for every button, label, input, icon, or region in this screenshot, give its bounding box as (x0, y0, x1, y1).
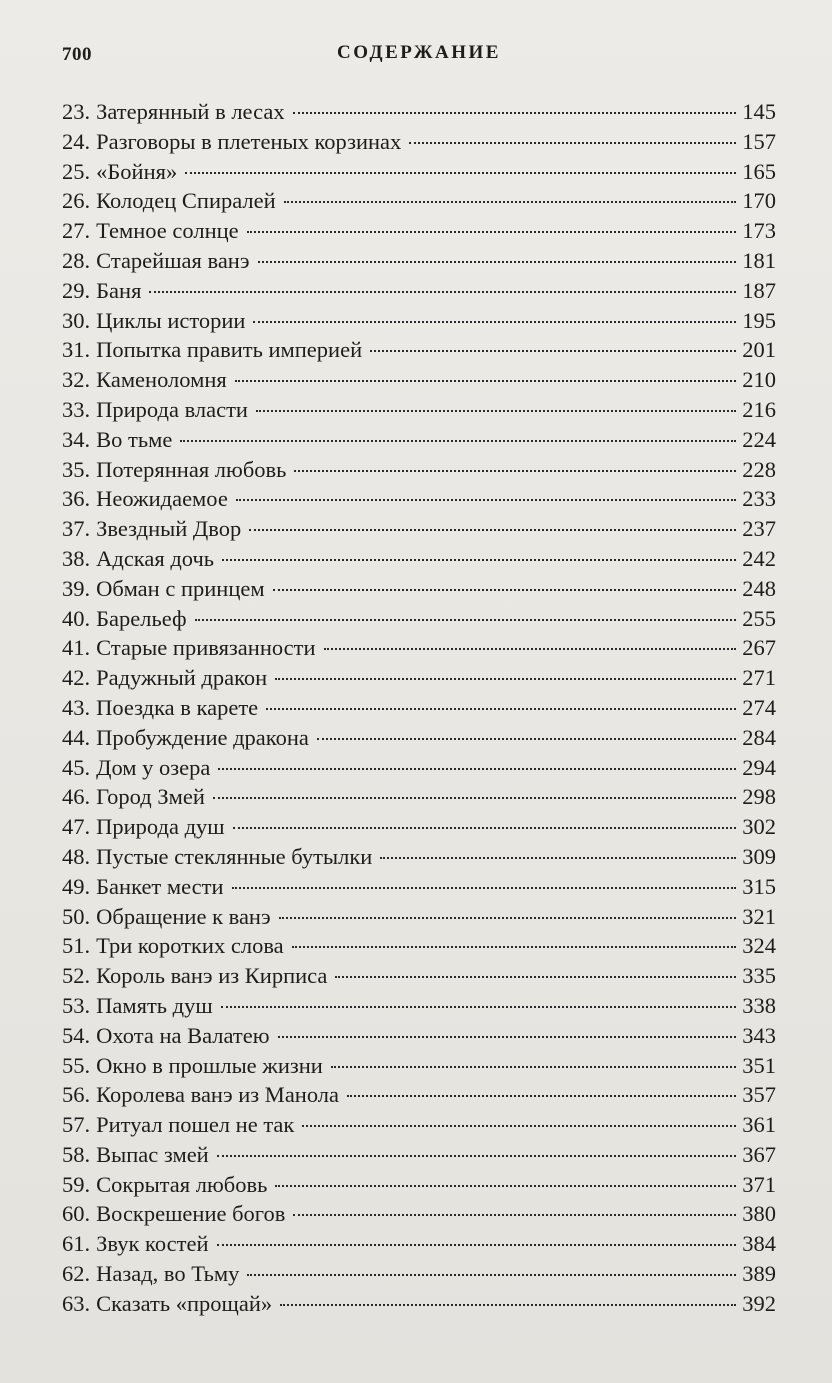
chapter-title: Природа душ (96, 814, 225, 840)
chapter-page-number: 157 (742, 128, 776, 154)
chapter-title: Адская дочь (96, 545, 215, 571)
dot-leader (236, 499, 736, 501)
toc-entry (62, 484, 776, 514)
chapter-page-number: 255 (742, 605, 776, 631)
toc-entry (62, 1110, 776, 1140)
chapter-title: Старейшая ванэ (96, 247, 250, 273)
chapter-number: 49. (62, 873, 91, 899)
chapter-title: Поездка в карете (96, 694, 259, 720)
dot-leader (275, 1185, 736, 1187)
dot-leader (232, 887, 737, 889)
chapter-number: 47. (62, 814, 91, 840)
toc-entry (62, 782, 776, 812)
chapter-page-number: 302 (742, 814, 776, 840)
dot-leader (149, 291, 736, 293)
dot-leader (249, 529, 736, 531)
chapter-number: 61. (62, 1231, 91, 1257)
dot-leader (317, 738, 736, 740)
chapter-number: 53. (62, 992, 91, 1018)
chapter-number: 43. (62, 694, 91, 720)
chapter-number: 46. (62, 784, 91, 810)
chapter-number: 32. (62, 367, 91, 393)
toc-entry (62, 514, 776, 544)
chapter-page-number: 216 (742, 396, 776, 422)
chapter-number: 63. (62, 1290, 91, 1316)
toc-entry (62, 276, 776, 306)
chapter-title: Сказать «прощай» (96, 1290, 273, 1316)
dot-leader (256, 410, 736, 412)
table-of-contents (62, 97, 776, 1319)
dot-leader (217, 1244, 737, 1246)
chapter-title: Обман с принцем (96, 575, 265, 601)
chapter-number: 37. (62, 516, 91, 542)
chapter-title: Циклы истории (96, 307, 246, 333)
chapter-page-number: 274 (742, 694, 776, 720)
chapter-page-number: 389 (742, 1261, 776, 1287)
chapter-page-number: 367 (742, 1141, 776, 1167)
chapter-title: Город Змей (96, 784, 205, 810)
running-title: СОДЕРЖАНИЕ (337, 42, 501, 63)
chapter-page-number: 228 (742, 456, 776, 482)
chapter-page-number: 361 (742, 1112, 776, 1138)
chapter-page-number: 380 (742, 1201, 776, 1227)
dot-leader (233, 827, 737, 829)
chapter-title: Воскрешение богов (96, 1201, 286, 1227)
toc-entry (62, 1051, 776, 1081)
chapter-number: 54. (62, 1022, 91, 1048)
dot-leader (247, 1274, 736, 1276)
chapter-page-number: 237 (742, 516, 776, 542)
chapter-title: Колодец Спиралей (96, 188, 276, 214)
toc-entry (62, 1229, 776, 1259)
toc-entry (62, 216, 776, 246)
chapter-title: Старые привязанности (96, 635, 316, 661)
chapter-number: 59. (62, 1171, 91, 1197)
chapter-page-number: 165 (742, 158, 776, 184)
chapter-number: 31. (62, 337, 91, 363)
dot-leader (253, 321, 736, 323)
chapter-page-number: 294 (742, 754, 776, 780)
chapter-page-number: 343 (742, 1022, 776, 1048)
chapter-number: 30. (62, 307, 91, 333)
toc-entry (62, 97, 776, 127)
toc-entry (62, 1289, 776, 1319)
chapter-number: 28. (62, 247, 91, 273)
chapter-page-number: 248 (742, 575, 776, 601)
dot-leader (217, 1155, 737, 1157)
toc-entry (62, 455, 776, 485)
chapter-page-number: 145 (742, 99, 776, 124)
dot-leader (293, 1214, 736, 1216)
chapter-title: Ритуал пошел не так (96, 1112, 295, 1138)
chapter-title: Барельеф (96, 605, 187, 631)
chapter-number: 51. (62, 933, 91, 959)
chapter-title: Природа власти (96, 396, 248, 422)
chapter-title: Дом у озера (96, 754, 211, 780)
chapter-number: 36. (62, 486, 91, 512)
chapter-title: Пробуждение дракона (96, 724, 309, 750)
toc-entry (62, 1170, 776, 1200)
chapter-number: 29. (62, 277, 91, 303)
chapter-number: 42. (62, 665, 91, 691)
chapter-page-number: 284 (742, 724, 776, 750)
chapter-page-number: 224 (742, 426, 776, 452)
chapter-number: 50. (62, 903, 91, 929)
chapter-number: 56. (62, 1082, 91, 1108)
chapter-number: 62. (62, 1261, 91, 1287)
dot-leader (347, 1095, 736, 1097)
toc-entry (62, 246, 776, 276)
chapter-number: 24. (62, 128, 91, 154)
chapter-title: Три коротких слова (96, 933, 284, 959)
toc-entry (62, 186, 776, 216)
chapter-page-number: 271 (742, 665, 776, 691)
chapter-number: 44. (62, 724, 91, 750)
chapter-number: 45. (62, 754, 91, 780)
toc-entry (62, 306, 776, 336)
chapter-number: 52. (62, 963, 91, 989)
dot-leader (293, 112, 737, 114)
dot-leader (278, 1036, 737, 1038)
chapter-page-number: 181 (742, 247, 776, 273)
toc-entry (62, 1259, 776, 1289)
chapter-title: Во тьме (96, 426, 173, 452)
dot-leader (235, 380, 737, 382)
chapter-number: 41. (62, 635, 91, 661)
chapter-title: Разговоры в плетеных корзинах (96, 128, 402, 154)
toc-entry (62, 693, 776, 723)
chapter-number: 23. (62, 99, 91, 124)
dot-leader (284, 201, 737, 203)
chapter-number: 26. (62, 188, 91, 214)
chapter-page-number: 233 (742, 486, 776, 512)
page-header (62, 40, 776, 70)
dot-leader (324, 648, 737, 650)
chapter-number: 35. (62, 456, 91, 482)
dot-leader (409, 142, 736, 144)
chapter-page-number: 309 (742, 843, 776, 869)
chapter-title: Попытка править империей (96, 337, 363, 363)
chapter-title: Пустые стеклянные бутылки (96, 843, 373, 869)
dot-leader (266, 708, 736, 710)
chapter-title: Радужный дракон (96, 665, 268, 691)
dot-leader (280, 1304, 736, 1306)
chapter-page-number: 351 (742, 1052, 776, 1078)
chapter-title: Затерянный в лесах (96, 99, 285, 124)
chapter-number: 27. (62, 218, 91, 244)
chapter-page-number: 170 (742, 188, 776, 214)
dot-leader (185, 172, 736, 174)
dot-leader (180, 440, 736, 442)
toc-entry (62, 842, 776, 872)
chapter-page-number: 392 (742, 1290, 776, 1316)
toc-entry (62, 633, 776, 663)
chapter-title: Каменоломня (96, 367, 227, 393)
toc-entry (62, 574, 776, 604)
toc-entry (62, 335, 776, 365)
dot-leader (218, 768, 736, 770)
dot-leader (221, 1006, 737, 1008)
chapter-page-number: 195 (742, 307, 776, 333)
chapter-title: Память душ (96, 992, 213, 1018)
toc-entry (62, 872, 776, 902)
toc-entry (62, 544, 776, 574)
chapter-number: 33. (62, 396, 91, 422)
dot-leader (222, 559, 736, 561)
chapter-number: 58. (62, 1141, 91, 1167)
chapter-page-number: 357 (742, 1082, 776, 1108)
toc-entry (62, 1140, 776, 1170)
toc-entry (62, 425, 776, 455)
toc-entry (62, 1080, 776, 1110)
dot-leader (279, 917, 737, 919)
chapter-number: 39. (62, 575, 91, 601)
chapter-title: Баня (96, 277, 142, 303)
chapter-title: Окно в прошлые жизни (96, 1052, 323, 1078)
chapter-title: Король ванэ из Кирписа (96, 963, 328, 989)
toc-entry (62, 395, 776, 425)
chapter-page-number: 324 (742, 933, 776, 959)
chapter-page-number: 315 (742, 873, 776, 899)
toc-entry (62, 604, 776, 634)
chapter-page-number: 338 (742, 992, 776, 1018)
chapter-page-number: 298 (742, 784, 776, 810)
toc-entry (62, 902, 776, 932)
chapter-page-number: 384 (742, 1231, 776, 1257)
dot-leader (294, 470, 736, 472)
toc-entry (62, 931, 776, 961)
chapter-number: 40. (62, 605, 91, 631)
toc-entry (62, 753, 776, 783)
chapter-title: «Бойня» (96, 158, 178, 184)
chapter-title: Обращение к ванэ (96, 903, 271, 929)
chapter-title: Королева ванэ из Манола (96, 1082, 340, 1108)
chapter-page-number: 173 (742, 218, 776, 244)
chapter-title: Назад, во Тьму (96, 1261, 240, 1287)
toc-entry (62, 961, 776, 991)
chapter-page-number: 210 (742, 367, 776, 393)
dot-leader (302, 1125, 736, 1127)
toc-entry (62, 1021, 776, 1051)
dot-leader (331, 1066, 736, 1068)
page-number: 700 (62, 44, 92, 65)
chapter-number: 60. (62, 1201, 91, 1227)
dot-leader (370, 350, 736, 352)
chapter-title: Звездный Двор (96, 516, 242, 542)
toc-entry (62, 812, 776, 842)
chapter-title: Неожидаемое (96, 486, 228, 512)
toc-entry (62, 157, 776, 187)
dot-leader (195, 619, 737, 621)
chapter-page-number: 201 (742, 337, 776, 363)
dot-leader (292, 946, 737, 948)
chapter-number: 55. (62, 1052, 91, 1078)
dot-leader (335, 976, 736, 978)
dot-leader (258, 261, 737, 263)
chapter-title: Банкет мести (96, 873, 224, 899)
dot-leader (273, 589, 737, 591)
chapter-title: Темное солнце (96, 218, 239, 244)
dot-leader (213, 797, 736, 799)
chapter-page-number: 187 (742, 277, 776, 303)
toc-entry (62, 991, 776, 1021)
chapter-page-number: 335 (742, 963, 776, 989)
toc-entry (62, 365, 776, 395)
toc-entry (62, 723, 776, 753)
chapter-number: 25. (62, 158, 91, 184)
chapter-title: Звук костей (96, 1231, 209, 1257)
chapter-title: Сокрытая любовь (96, 1171, 268, 1197)
toc-entry (62, 663, 776, 693)
chapter-title: Выпас змей (96, 1141, 209, 1167)
chapter-page-number: 242 (742, 545, 776, 571)
chapter-title: Охота на Валатею (96, 1022, 270, 1048)
chapter-number: 34. (62, 426, 91, 452)
dot-leader (380, 857, 736, 859)
dot-leader (247, 231, 737, 233)
chapter-number: 48. (62, 843, 91, 869)
chapter-number: 57. (62, 1112, 91, 1138)
chapter-title: Потерянная любовь (96, 456, 287, 482)
chapter-page-number: 321 (742, 903, 776, 929)
chapter-page-number: 371 (742, 1171, 776, 1197)
toc-entry (62, 127, 776, 157)
dot-leader (275, 678, 736, 680)
toc-entry (62, 1199, 776, 1229)
chapter-number: 38. (62, 545, 91, 571)
chapter-page-number: 267 (742, 635, 776, 661)
